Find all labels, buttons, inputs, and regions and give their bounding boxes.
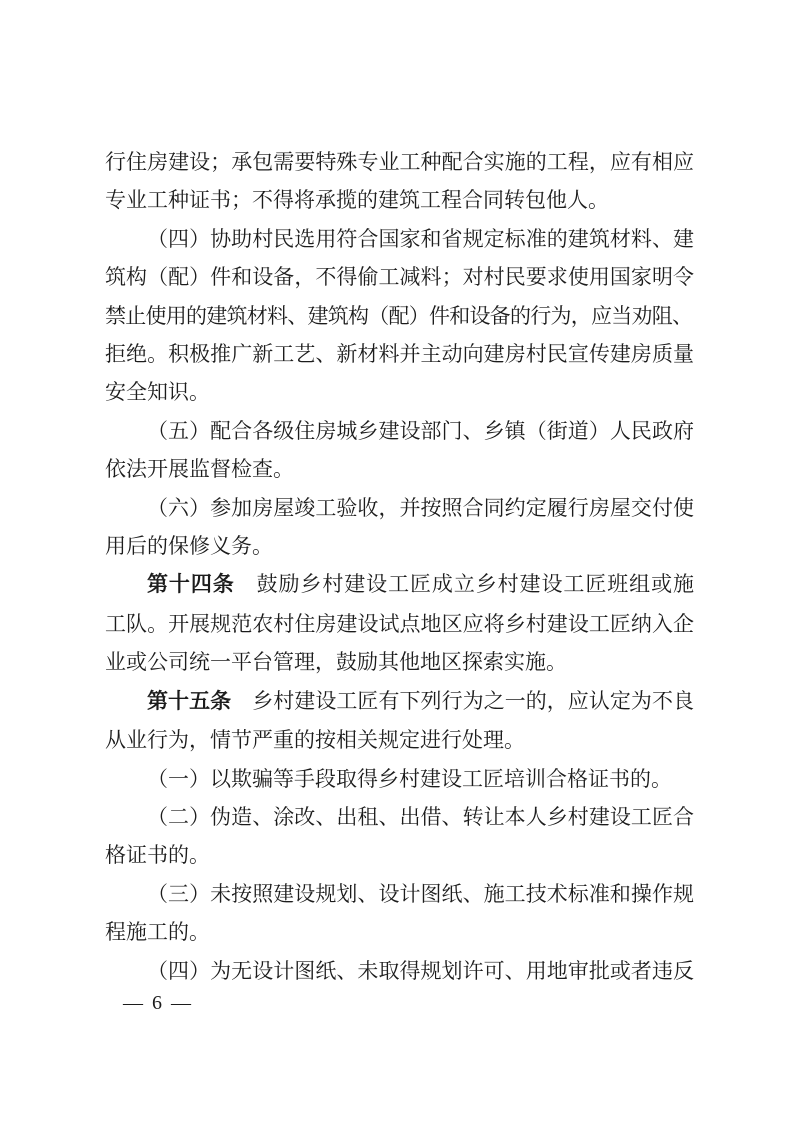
text-segment: 格证书的。 <box>105 843 210 868</box>
text-segment: 专业工种证书；不得将承揽的建筑工程合同转包他人。 <box>105 188 609 213</box>
text-segment: 从业行为，情节严重的按相关规定进行处理。 <box>105 728 525 753</box>
text-segment: 业或公司统一平台管理，鼓励其他地区探索实施。 <box>105 650 567 675</box>
text-segment: 鼓励乡村建设工匠成立乡村建设工匠班组或施 <box>234 572 695 597</box>
text-line <box>105 760 694 798</box>
text-segment: 安全知识。 <box>105 380 210 405</box>
text-segment: 工队。开展规范农村住房建设试点地区应将乡村建设工匠纳入企 <box>105 611 694 636</box>
text-line <box>105 913 694 951</box>
text-segment: （六）参加房屋竣工验收，并按照合同约定履行房屋交付使 <box>147 495 694 520</box>
text-line <box>105 335 694 373</box>
text-line <box>105 373 694 411</box>
text-line <box>105 836 694 874</box>
text-line <box>105 527 694 565</box>
text-segment: （一）以欺骗等手段取得乡村建设工匠培训合格证书的。 <box>147 766 672 791</box>
text-line <box>105 643 694 681</box>
text-line <box>105 798 694 836</box>
article-heading: 第十四条 <box>147 573 235 597</box>
text-segment: 拒绝。积极推广新工艺、新材料并主动向建房村民宣传建房质量 <box>105 342 694 367</box>
text-segment: 乡村建设工匠有下列行为之一的，应认定为不良 <box>231 688 695 713</box>
text-segment: 依法开展监督检查。 <box>105 457 294 482</box>
text-line <box>105 952 694 990</box>
text-segment: 程施工的。 <box>105 920 210 945</box>
text-segment: （二）伪造、涂改、出租、出借、转让本人乡村建设工匠合 <box>147 804 694 829</box>
text-line <box>105 489 694 527</box>
text-segment: 筑构（配）件和设备，不得偷工减料；对村民要求使用国家明令 <box>105 265 694 290</box>
text-segment: （五）配合各级住房城乡建设部门、乡镇（街道）人民政府 <box>147 418 694 443</box>
text-segment: 行住房建设；承包需要特殊专业工种配合实施的工程，应有相应 <box>105 150 694 174</box>
text-line <box>105 605 694 643</box>
text-segment: 用后的保修义务。 <box>105 534 273 559</box>
text-line <box>105 412 694 450</box>
text-segment: 禁止使用的建筑材料、建筑构（配）件和设备的行为，应当劝阻、 <box>105 303 693 328</box>
text-line <box>105 565 694 604</box>
text-segment: （四）为无设计图纸、未取得规划许可、用地审批或者违反 <box>147 958 694 983</box>
text-line <box>105 297 694 335</box>
text-block <box>105 143 694 990</box>
article-heading: 第十五条 <box>147 689 232 713</box>
text-line <box>105 875 694 913</box>
text-line <box>105 450 694 488</box>
page-number: — 6 — <box>123 992 193 1014</box>
text-line <box>105 143 694 181</box>
text-segment: （四）协助村民选用符合国家和省规定标准的建筑材料、建 <box>147 226 694 251</box>
text-line <box>105 258 694 296</box>
text-line <box>105 682 694 721</box>
text-segment: （三）未按照建设规划、设计图纸、施工技术标准和操作规 <box>147 881 694 906</box>
text-line <box>105 220 694 258</box>
text-line <box>105 181 694 219</box>
text-line <box>105 721 694 759</box>
